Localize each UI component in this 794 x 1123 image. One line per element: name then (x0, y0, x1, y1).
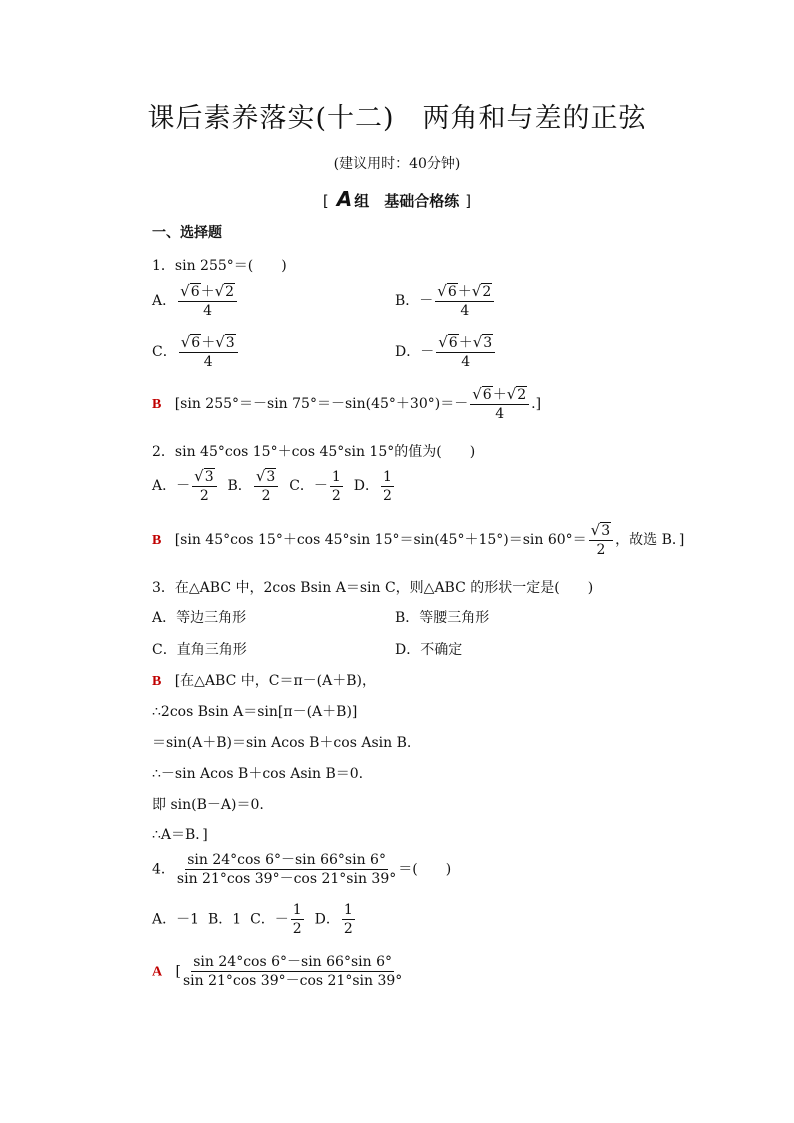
option-label: B． (227, 478, 252, 495)
option-label: C． (152, 344, 177, 361)
suggested-time: (建议用时：40分钟) (333, 156, 461, 172)
fraction: $\frac{1}{2}$ (343, 902, 353, 938)
q3-option-d: D．不确定 (395, 642, 463, 658)
section-heading: 一、选择题 (152, 225, 222, 241)
option-label: B． (395, 293, 420, 310)
q4-options: A．－1 B．1 C．－ $\frac{1}{2}$ D． $\frac{1}{2}$ (152, 902, 353, 938)
group-heading (0, 187, 794, 211)
fraction: $\frac{1}{2}$ (382, 468, 392, 504)
option-label: D． (353, 478, 379, 495)
q4-stem: 4． $\frac{\sin 24^\circ\cos 6^\circ-\sin 66^\circ\sin 6^\circ}{\sin 21^\circ\cos 39^\circ-\cos 21^\circ\sin 39^\circ}$ ＝( ) (152, 852, 452, 888)
q1-option-d: D．－ $\frac{√6+√3}{4}$ (395, 334, 497, 370)
q3-solution-line-5: 即 sin(B－A)＝0. (152, 797, 264, 813)
q3-answer: B (152, 674, 162, 689)
fraction: $\frac{\sin 24^\circ\cos 6^\circ-\sin 66^\circ\sin 6^\circ}{\sin 21^\circ\cos 39^\circ-\cos 21^\circ\sin 39^\circ}$ (176, 852, 397, 888)
q2-solution: B [sin 45°cos 15°＋cos 45°sin 15°＝sin(45°＋15°)＝sin 60°＝ $\frac{√3}{2}$ ，故选 B．] (152, 521, 685, 559)
fraction: $\frac{1}{2}$ (292, 902, 302, 938)
q1-solution: B [sin 255°＝－sin 75°＝－sin(45°＋30°)＝－ $\frac{√6+√2}{4}$ .] (152, 385, 542, 423)
q3-option-a: A．等边三角形 (152, 610, 247, 626)
fraction: $\frac{√6+√2}{4}$ (470, 386, 529, 422)
fraction: $\frac{√6+√2}{4}$ (435, 283, 494, 319)
fraction: $\frac{√3}{2}$ (254, 468, 278, 504)
q3-solution-line-3: ＝sin(A＋B)＝sin Acos B＋cos Asin B. (152, 735, 412, 751)
q3-solution-line-6: ∴A＝B．] (152, 827, 208, 843)
option-label: B． (207, 911, 233, 928)
fraction: $\frac{√6+√2}{4}$ (178, 283, 237, 319)
q2-answer: B (152, 533, 162, 549)
option-label: A． (152, 911, 177, 928)
option-label: D． (314, 911, 340, 928)
group-label: 组 基础合格练 (354, 192, 460, 210)
option-label: D． (395, 344, 421, 361)
q2-options: A．－ $\frac{√3}{2}$ B． $\frac{√3}{2}$ C．－ $\frac{1}{2}$ D． $\frac{1}{2}$ (152, 467, 392, 505)
q2-stem: 2．sin 45°cos 15°＋cos 45°sin 15°的值为( ) (152, 444, 476, 460)
q4-answer: A (152, 964, 163, 980)
q3-solution-line-4: ∴－sin Acos B＋cos Asin B＝0. (152, 766, 364, 782)
q3-stem: 3．在△ABC 中，2cos Bsin A＝sin C，则△ABC 的形状一定是( ) (152, 580, 594, 596)
fraction: $\frac{√3}{2}$ (192, 468, 216, 504)
option-label: A． (152, 293, 177, 310)
option-label: C． (289, 478, 314, 495)
group-bracket-right: ] (465, 192, 472, 210)
q3-option-b: B．等腰三角形 (395, 610, 490, 626)
page-title: 课后素养落实(十二) 两角和与差的正弦 (147, 103, 647, 134)
fraction: $\frac{\sin 24^\circ\cos 6^\circ-\sin 66^\circ\sin 6^\circ}{\sin 21^\circ\cos 39^\circ-\cos 21^\circ\sin 39^\circ}$ (182, 954, 403, 990)
q3-solution-line-1: B [在△ABC 中，C＝π－(A＋B)， (152, 673, 376, 689)
q4-solution: A [ $\frac{\sin 24^\circ\cos 6^\circ-\sin 66^\circ\sin 6^\circ}{\sin 21^\circ\cos 39^\circ-\cos 21^\circ\sin 39^\circ}$ (152, 954, 403, 990)
q1-option-b: B．－ $\frac{√6+√2}{4}$ (395, 283, 496, 319)
q1-option-a (152, 283, 239, 319)
fraction: $\frac{√6+√3}{4}$ (436, 334, 495, 370)
option-label: C． (250, 911, 275, 928)
option-label: A． (152, 478, 177, 495)
q1-stem: 1．sin 255°＝( ) (152, 258, 287, 274)
fraction: $\frac{√3}{2}$ (589, 522, 613, 558)
group-bracket-left: [ (322, 192, 329, 210)
q3-solution-line-2: ∴2cos Bsin A＝sin[π－(A＋B)] (152, 704, 358, 720)
q1-answer: B (152, 397, 162, 413)
fraction: $\frac{√6+√3}{4}$ (179, 334, 238, 370)
group-letter: A (336, 187, 353, 211)
q3-option-c: C．直角三角形 (152, 642, 247, 658)
fraction: $\frac{1}{2}$ (331, 468, 341, 504)
q1-option-c (152, 334, 240, 370)
